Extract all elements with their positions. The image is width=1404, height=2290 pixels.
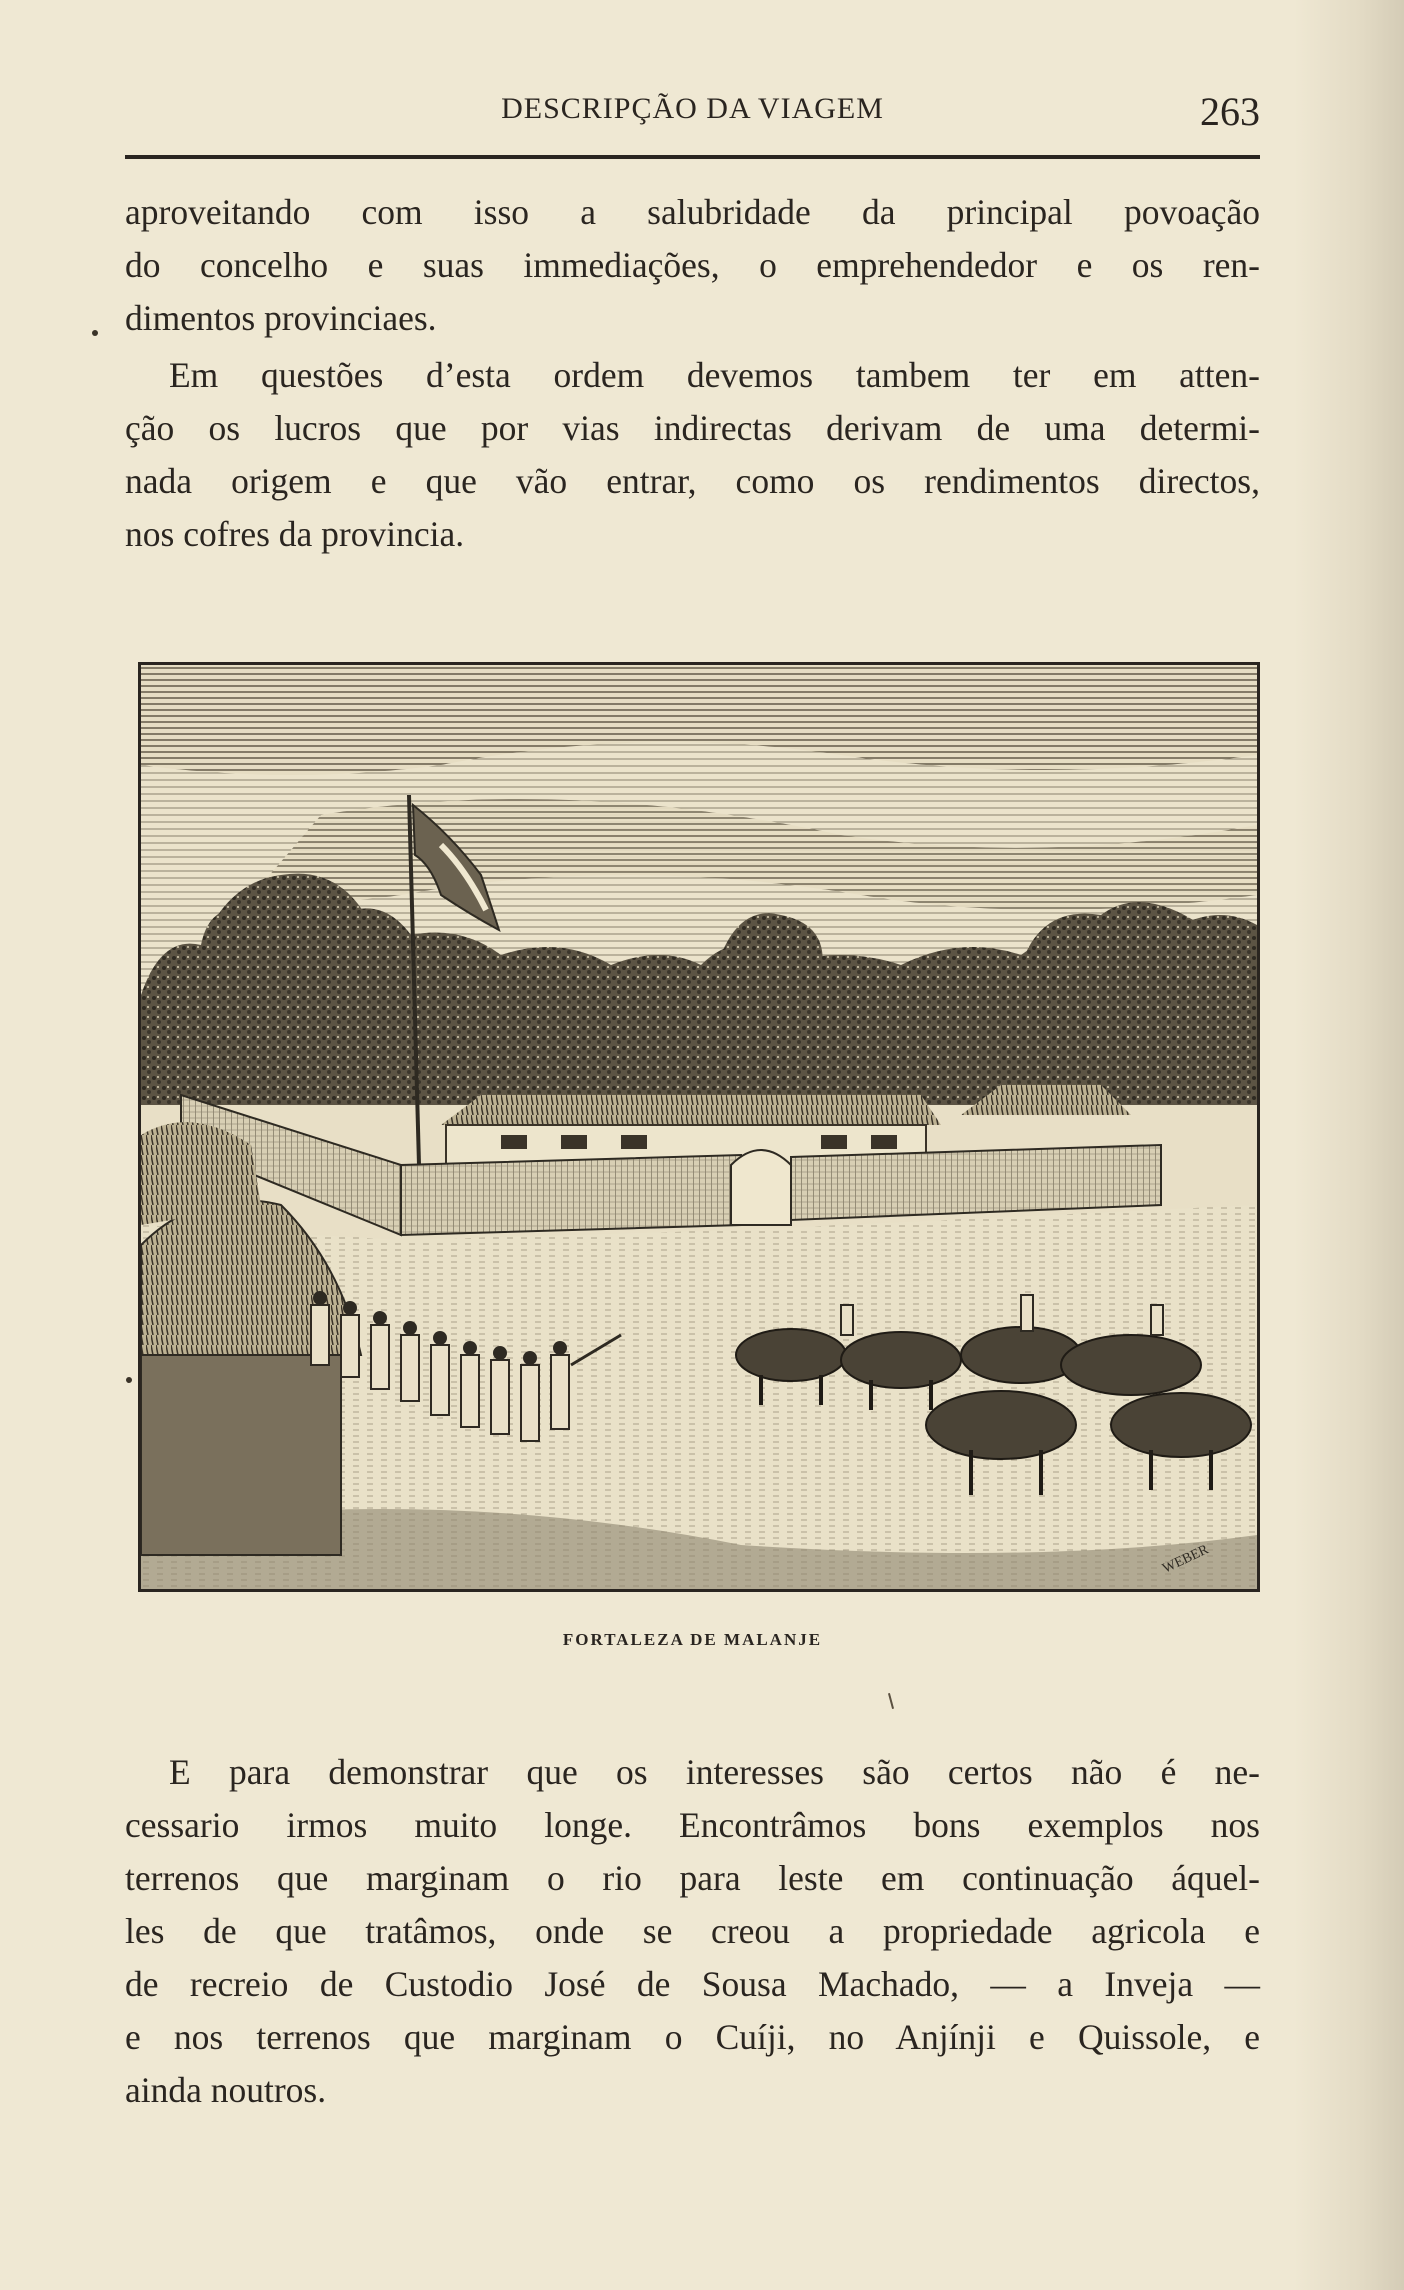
engraving-fortaleza bbox=[138, 662, 1260, 1592]
text-line: dimentos provinciaes. bbox=[125, 298, 437, 338]
running-title: DESCRIPÇÃO DA VIAGEM bbox=[501, 92, 884, 125]
engraving-illustration bbox=[141, 665, 1257, 1589]
text-line: ainda noutros. bbox=[125, 2070, 327, 2110]
text-line: de recreio de Custodio José de Sousa Machado, — a Inveja — bbox=[125, 1964, 1260, 2004]
fort-gate bbox=[731, 1150, 791, 1225]
figure-caption: FORTALEZA DE MALANJE bbox=[562, 1630, 823, 1649]
text-line: les de que tratâmos, onde se creou a propriedade agricola e bbox=[125, 1911, 1260, 1951]
text-line: e nos terrenos que marginam o Cuíji, no Anjínji e Quissole, e bbox=[125, 2017, 1260, 2057]
margin-speck bbox=[92, 330, 98, 336]
fort-wall-right bbox=[791, 1145, 1161, 1220]
text-line: ção os lucros que por vias indirectas derivam de uma determi- bbox=[125, 408, 1260, 448]
page-number: 263 bbox=[1200, 89, 1260, 134]
text-line: aproveitando com isso a salubridade da principal povoação bbox=[125, 192, 1260, 232]
window bbox=[561, 1135, 587, 1149]
window bbox=[621, 1135, 647, 1149]
window bbox=[501, 1135, 527, 1149]
page-edge-shadow bbox=[1294, 0, 1404, 2290]
page-header bbox=[125, 88, 1260, 138]
text-line: E para demonstrar que os interesses são certos não é ne- bbox=[169, 1752, 1260, 1792]
header-rule bbox=[125, 155, 1260, 159]
text-line: nos cofres da provincia. bbox=[125, 514, 465, 554]
margin-speck bbox=[126, 1377, 132, 1383]
window bbox=[821, 1135, 847, 1149]
text-line: Em questões d’esta ordem devemos tambem ter em atten- bbox=[169, 355, 1260, 395]
text-line: cessario irmos muito longe. Encontrâmos bons exemplos nos bbox=[125, 1805, 1260, 1845]
text-line: terrenos que marginam o rio para leste em continuação áquel- bbox=[125, 1858, 1260, 1898]
margin-mark bbox=[888, 1693, 894, 1709]
text-line: do concelho e suas immediações, o emprehendedor e os ren- bbox=[125, 245, 1260, 285]
paragraph-1 bbox=[125, 186, 1260, 345]
fort-roof bbox=[441, 1095, 941, 1125]
paragraph-3 bbox=[125, 1746, 1260, 2117]
text-line: nada origem e que vão entrar, como os rendimentos directos, bbox=[125, 461, 1260, 501]
fort-wall-front bbox=[401, 1155, 741, 1235]
hut-wall bbox=[141, 1355, 341, 1555]
tree-right bbox=[1001, 902, 1257, 1105]
window bbox=[871, 1135, 897, 1149]
artist-signature: WEBER bbox=[1160, 1542, 1212, 1577]
paragraph-2 bbox=[125, 349, 1260, 561]
